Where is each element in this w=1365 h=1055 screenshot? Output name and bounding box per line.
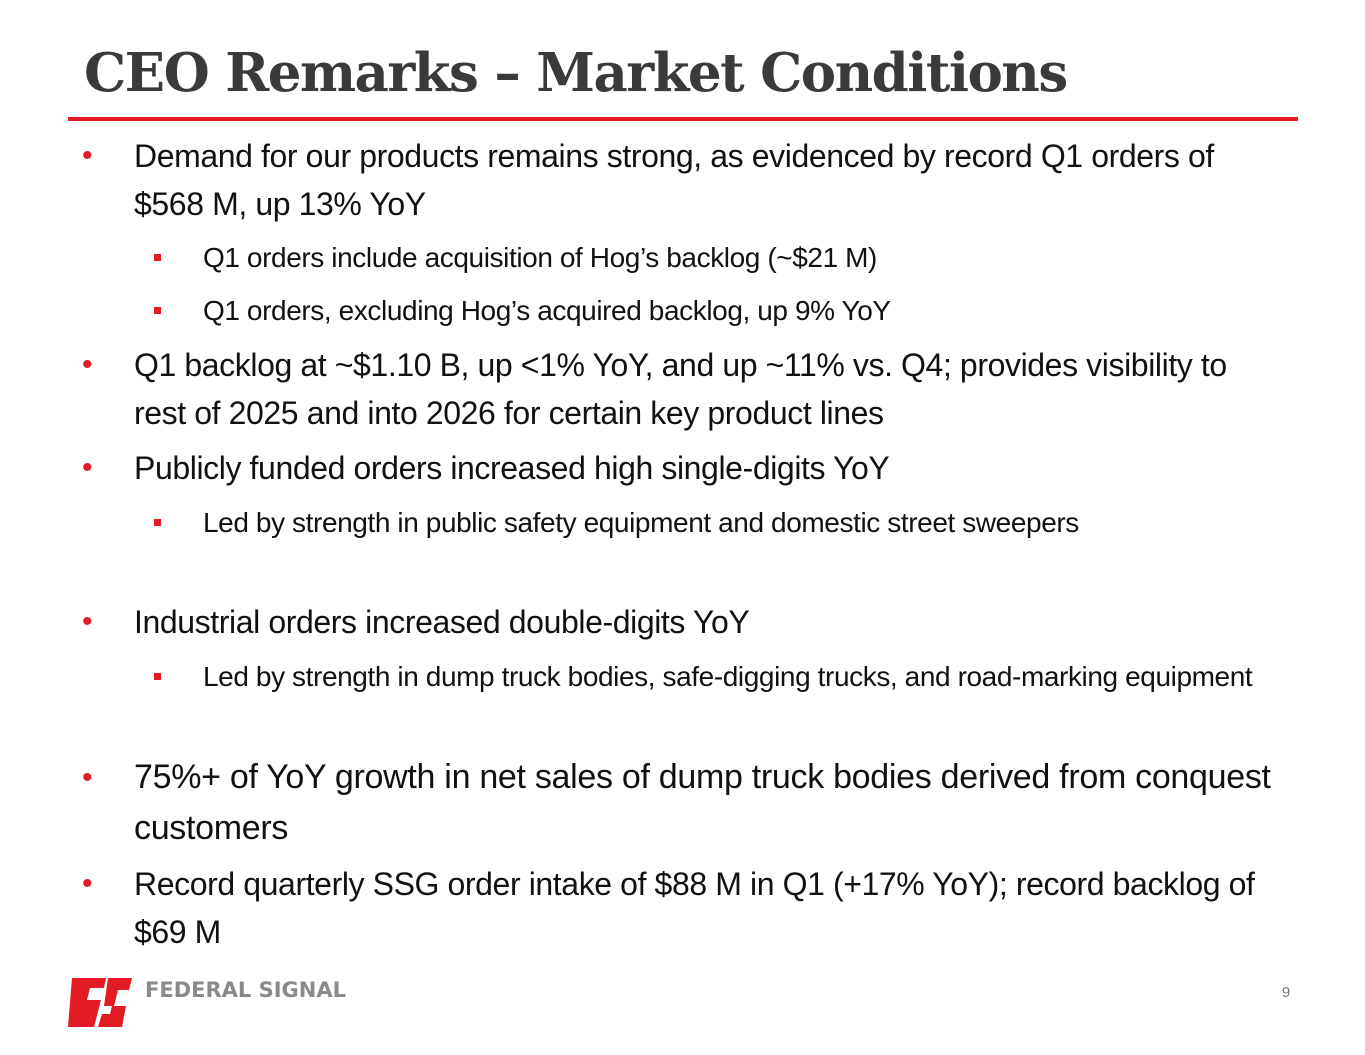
federal-signal-logo-icon bbox=[68, 970, 132, 1028]
bullet-marker: • bbox=[82, 348, 93, 381]
bullet-text: 75%+ of YoY growth in net sales of dump truck bodies derived from conquest customers bbox=[134, 758, 1271, 847]
bullet-marker: • bbox=[82, 761, 93, 794]
bullet-text: Record quarterly SSG order intake of $88 M in Q1 (+17% YoY); record backlog of $69 M bbox=[134, 866, 1255, 950]
bullet-text: Publicly funded orders increased high single-digits YoY bbox=[134, 450, 890, 486]
slide-title: CEO Remarks – Market Conditions bbox=[84, 42, 1067, 104]
bullet-marker: • bbox=[82, 867, 93, 900]
logo-wordmark: FEDERAL SIGNAL bbox=[145, 978, 346, 1002]
bullet-marker: • bbox=[82, 139, 93, 172]
sub-bullet-marker bbox=[154, 673, 161, 680]
title-divider bbox=[68, 117, 1298, 121]
sub-bullet-text: Q1 orders include acquisition of Hog’s backlog (~$21 M) bbox=[203, 242, 877, 273]
bullet-text: Demand for our products remains strong, as evidenced by record Q1 orders of $568 M, up 13% YoY bbox=[134, 138, 1214, 222]
sub-bullet-text: Led by strength in dump truck bodies, safe-digging trucks, and road-marking equipment bbox=[203, 661, 1253, 692]
page-number: 9 bbox=[1281, 984, 1291, 1001]
bullet-text: Industrial orders increased double-digits YoY bbox=[134, 604, 750, 640]
sub-bullet-text: Led by strength in public safety equipment and domestic street sweepers bbox=[203, 507, 1079, 538]
sub-bullet-marker bbox=[154, 519, 161, 526]
sub-bullet-marker bbox=[154, 307, 161, 314]
sub-bullet-text: Q1 orders, excluding Hog’s acquired backlog, up 9% YoY bbox=[203, 295, 891, 326]
bullet-text: Q1 backlog at ~$1.10 B, up <1% YoY, and up ~11% vs. Q4; provides visibility to rest of 2025 and into 2026 for certain key product lines bbox=[134, 347, 1227, 431]
bullet-marker: • bbox=[82, 605, 93, 638]
company-logo bbox=[68, 970, 358, 1030]
bullet-marker: • bbox=[82, 451, 93, 484]
sub-bullet-marker bbox=[154, 254, 161, 261]
